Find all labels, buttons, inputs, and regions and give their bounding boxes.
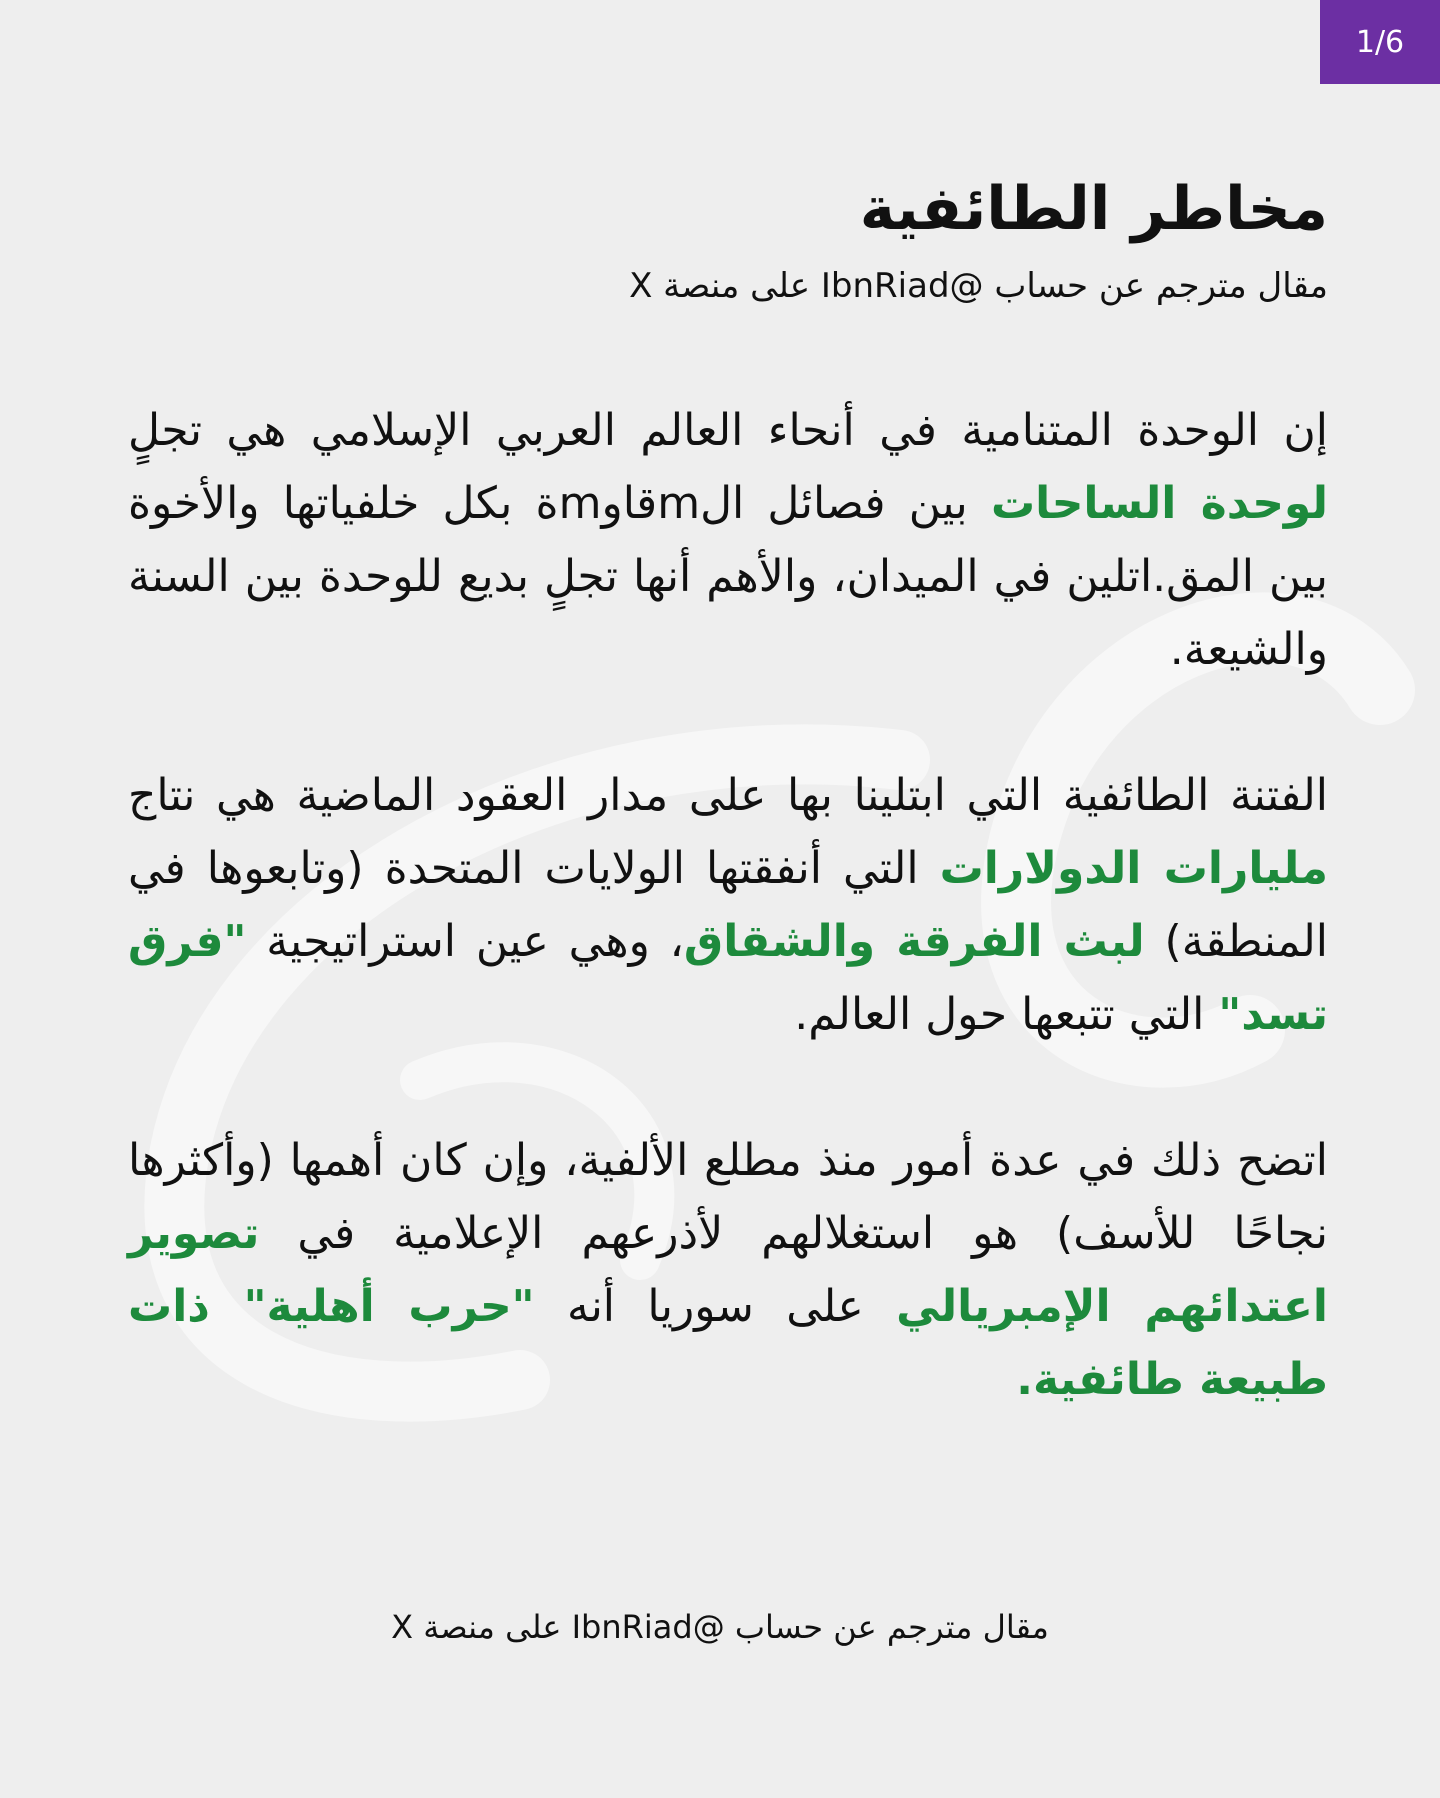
paragraph-3 xyxy=(128,1124,1328,1416)
highlighted-phrase: لوحدة الساحات xyxy=(990,478,1329,529)
paragraph-segment: على سوريا أنه xyxy=(534,1281,897,1332)
paragraph-segment: بين فصائل الmقاوmة بكل خلفياتها والأخوة بين المق.اتلين في الميدان، والأهم أنها تجلٍ بديع للوحدة بين السنة والشيعة. xyxy=(128,478,1328,675)
subtitle: مقال مترجم عن حساب @IbnRiad على منصة X xyxy=(629,266,1328,306)
page-title: مخاطر الطائفية xyxy=(859,174,1328,244)
highlighted-phrase: "حرب أهلية" ذات طبيعة طائفية. xyxy=(128,1281,1328,1405)
article xyxy=(128,170,1328,1489)
footer-credit: مقال مترجم عن حساب @IbnRiad على منصة X xyxy=(391,1608,1049,1646)
paragraph-segment: التي أنفقتها الولايات المتحدة (وتابعوها في المنطقة) xyxy=(128,843,1328,967)
highlighted-phrase: مليارات الدولارات xyxy=(939,843,1329,894)
paragraph-segment: ، وهي عين استراتيجية xyxy=(246,916,684,967)
paragraph-segment: اتضح ذلك في عدة أمور منذ مطلع الألفية، وإن كان أهمها (وأكثرها نجاحًا للأسف) هو استغلالهم لأذرعهم الإعلامية في xyxy=(128,1135,1328,1259)
page-indicator: 1/6 xyxy=(1320,0,1440,84)
paragraph-segment: التي تتبعها حول العالم. xyxy=(794,989,1219,1040)
paragraph-segment: إن الوحدة المتنامية في أنحاء العالم العربي الإسلامي هي تجلٍ xyxy=(128,405,1328,456)
highlighted-phrase: تصوير اعتدائهم الإمبريالي xyxy=(128,1208,1328,1332)
highlighted-phrase: لبث الفرقة والشقاق xyxy=(683,916,1145,967)
highlighted-phrase: "فرق تسد" xyxy=(128,916,1328,1040)
paragraph-2 xyxy=(128,759,1328,1051)
paragraph-segment: الفتنة الطائفية التي ابتلينا بها على مدار العقود الماضية هي نتاج xyxy=(128,770,1328,821)
paragraph-1 xyxy=(128,394,1328,686)
